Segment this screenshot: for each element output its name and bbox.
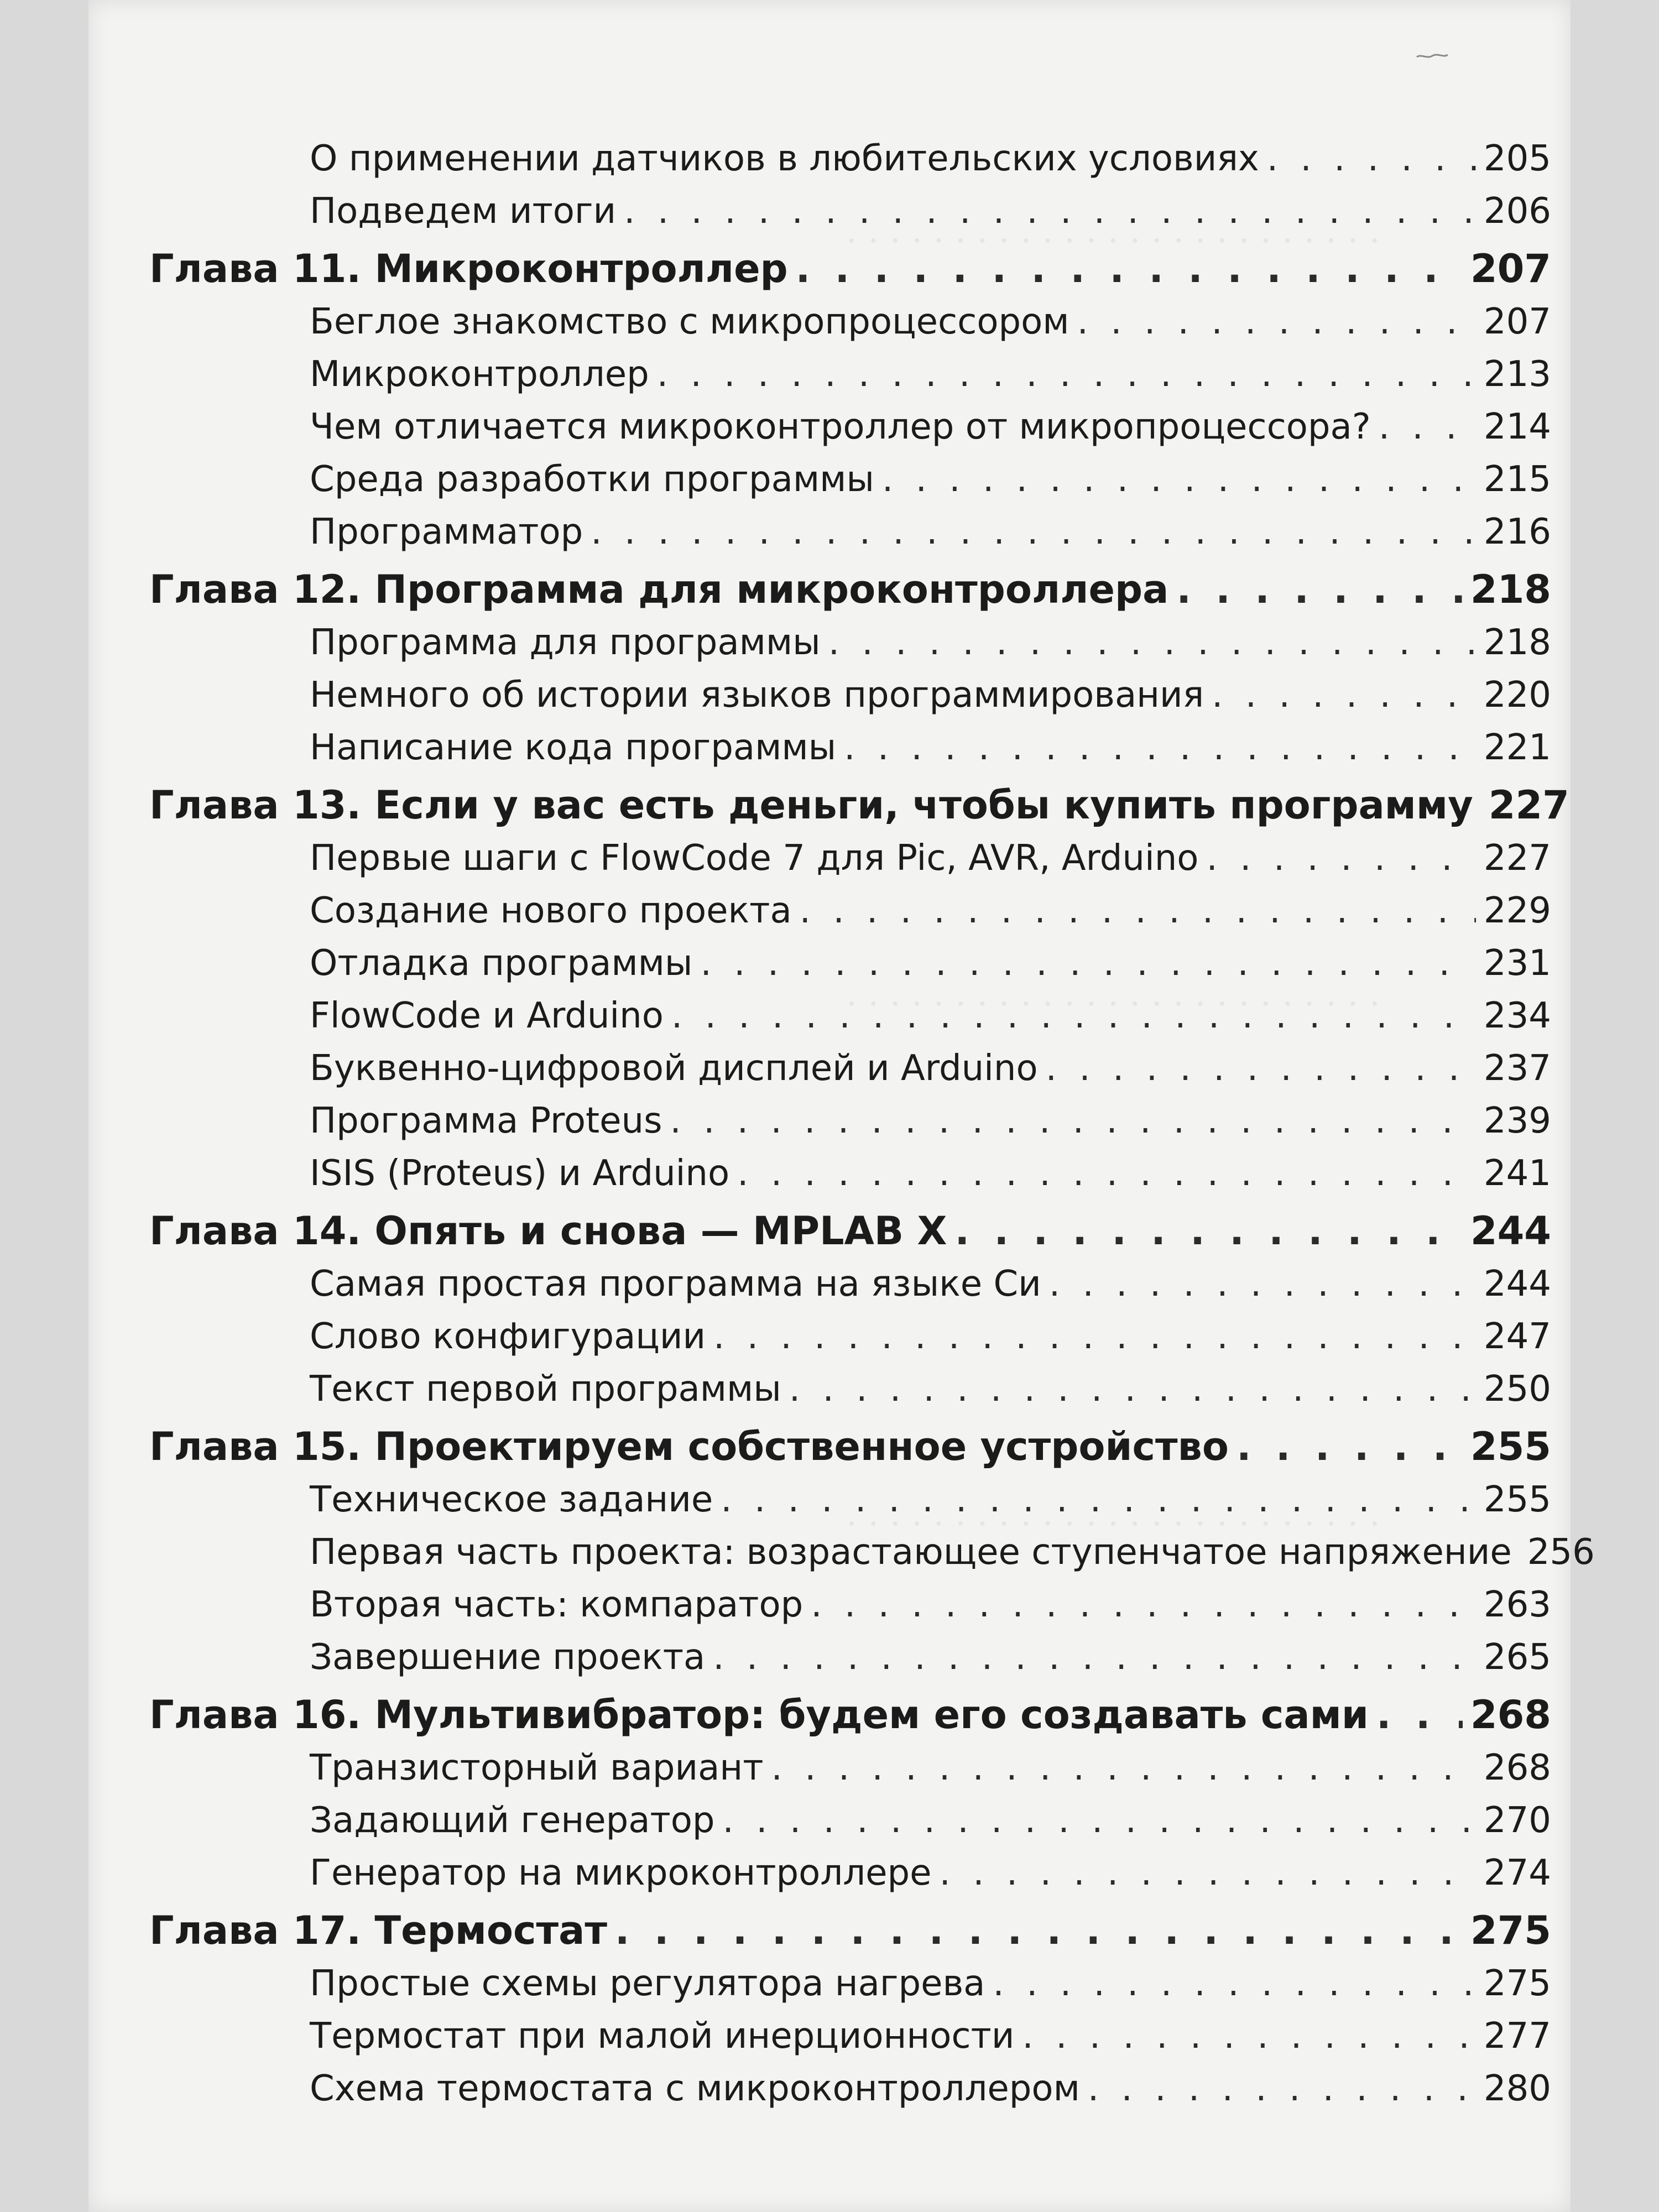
page-number: 237 xyxy=(1483,1048,1551,1089)
entry-title: Программа Proteus xyxy=(310,1100,662,1141)
toc-entry xyxy=(149,2063,1551,2115)
toc-entry xyxy=(149,722,1551,774)
dot-leader xyxy=(993,1958,1475,2010)
entry-title: Транзисторный вариант xyxy=(310,1747,764,1788)
bleed-through-text: . . . . . . . . . . . . . . . . . . . . . . . . . xyxy=(846,1493,1380,1533)
chapter-title: Глава 14. Опять и снова — MPLAB X xyxy=(149,1208,947,1254)
page-number: 231 xyxy=(1483,943,1551,984)
chapter-heading xyxy=(149,1688,1551,1742)
page-number: 256 xyxy=(1527,1532,1595,1573)
entry-title: Первая часть проекта: возрастающее ступенчатое напряжение xyxy=(310,1532,1512,1573)
entry-title: Вторая часть: компаратор xyxy=(310,1584,804,1625)
chapter-title: Глава 16. Мультивибратор: будем его создавать сами xyxy=(149,1692,1369,1738)
dot-leader xyxy=(737,1147,1476,1200)
entry-title: Немного об истории языков программирования xyxy=(310,675,1204,716)
entry-title: Программа для программы xyxy=(310,622,821,663)
chapter-title: Глава 17. Термостат xyxy=(149,1908,607,1953)
page-number: 218 xyxy=(1483,622,1551,663)
entry-title: О применении датчиков в любительских условиях xyxy=(310,138,1259,179)
page-number: 207 xyxy=(1483,301,1551,342)
toc-entry xyxy=(149,1474,1551,1526)
page-number: 207 xyxy=(1470,246,1551,291)
table-of-contents xyxy=(149,133,1595,2115)
page-number: 268 xyxy=(1470,1692,1551,1738)
toc-entry xyxy=(149,1742,1551,1794)
page-number: 270 xyxy=(1483,1800,1551,1841)
dot-leader xyxy=(1376,1688,1463,1742)
toc-entry xyxy=(149,133,1551,185)
toc-entry xyxy=(149,990,1551,1042)
page-number: 216 xyxy=(1483,512,1551,552)
toc-entry xyxy=(149,2010,1551,2063)
toc-entry xyxy=(149,937,1551,990)
page-number: 241 xyxy=(1483,1153,1551,1194)
dot-leader xyxy=(844,722,1476,774)
page-number: 268 xyxy=(1483,1747,1551,1788)
page-number: 255 xyxy=(1470,1424,1551,1469)
dot-leader xyxy=(955,1204,1463,1258)
page-number: 205 xyxy=(1483,138,1551,179)
toc-entry xyxy=(149,348,1551,401)
dot-leader xyxy=(713,1631,1476,1684)
entry-title: Среда разработки программы xyxy=(310,459,874,500)
dot-leader xyxy=(1077,296,1476,348)
entry-title: Термостат при малой инерционности xyxy=(310,2016,1015,2057)
dot-leader xyxy=(882,453,1476,506)
page-number: 247 xyxy=(1483,1316,1551,1357)
dot-leader xyxy=(811,1579,1476,1631)
page-number: 250 xyxy=(1483,1369,1551,1410)
dot-leader xyxy=(800,885,1476,937)
dot-leader xyxy=(1176,563,1463,617)
bleed-through-text: . . . . . . . . . . . . . . . . . . . . . . . . . xyxy=(846,210,1380,251)
entry-title: Программатор xyxy=(310,512,583,552)
entry-title: Подведем итоги xyxy=(310,191,617,232)
entry-title: Схема термостата с микроконтроллером xyxy=(310,2068,1080,2109)
dot-leader xyxy=(670,1095,1475,1147)
toc-entry xyxy=(149,885,1551,937)
toc-entry xyxy=(149,1847,1551,1900)
toc-entry xyxy=(149,1363,1551,1416)
page-number: 275 xyxy=(1470,1908,1551,1953)
entry-title: Слово конфигурации xyxy=(310,1316,706,1357)
chapter-heading xyxy=(149,1904,1551,1958)
entry-title: FlowCode и Arduino xyxy=(310,995,664,1036)
toc-entry xyxy=(149,1095,1551,1147)
page-number: 277 xyxy=(1483,2016,1551,2057)
page-number: 213 xyxy=(1483,354,1551,395)
ink-speck xyxy=(1416,53,1449,60)
page-number: 218 xyxy=(1470,567,1551,612)
dot-leader xyxy=(789,1363,1476,1416)
toc-entry xyxy=(149,1258,1551,1311)
page-number: 227 xyxy=(1483,838,1551,879)
toc-entry xyxy=(149,832,1551,885)
chapter-heading xyxy=(149,1204,1551,1258)
page-number: 244 xyxy=(1483,1264,1551,1305)
page-number: 265 xyxy=(1483,1637,1551,1678)
dot-leader xyxy=(721,1474,1476,1526)
toc-entry xyxy=(149,1794,1551,1847)
dot-leader xyxy=(723,1794,1476,1847)
page-number: 280 xyxy=(1483,2068,1551,2109)
entry-title: Беглое знакомство с микропроцессором xyxy=(310,301,1070,342)
toc-entry xyxy=(149,1579,1551,1631)
bleed-through-text: . . . . . . . . . . . . . . . . . . . . . . . . . xyxy=(846,973,1380,1014)
chapter-heading xyxy=(149,563,1551,617)
toc-entry xyxy=(149,506,1551,559)
toc-entry xyxy=(149,1042,1551,1095)
dot-leader xyxy=(796,242,1463,296)
entry-title: Создание нового проекта xyxy=(310,890,792,931)
entry-title: Буквенно-цифровой дисплей и Arduino xyxy=(310,1048,1038,1089)
toc-entry xyxy=(149,1958,1551,2010)
chapter-title: Глава 12. Программа для микроконтроллера xyxy=(149,567,1169,612)
entry-title: Отладка программы xyxy=(310,943,693,984)
page-number: 206 xyxy=(1483,191,1551,232)
page-number: 221 xyxy=(1483,727,1551,768)
toc-entry xyxy=(149,1311,1551,1363)
page-number: 239 xyxy=(1483,1100,1551,1141)
page-number: 274 xyxy=(1483,1853,1551,1893)
chapter-heading xyxy=(149,779,1569,832)
page-number: 263 xyxy=(1483,1584,1551,1625)
chapter-title: Глава 13. Если у вас есть деньги, чтобы купить программу xyxy=(149,782,1473,828)
toc-entry xyxy=(149,296,1551,348)
toc-entry xyxy=(149,453,1551,506)
entry-title: Первые шаги с FlowCode 7 для Pic, AVR, Arduino xyxy=(310,838,1199,879)
dot-leader xyxy=(1212,669,1476,722)
dot-leader xyxy=(1379,401,1476,453)
page-number: 214 xyxy=(1483,406,1551,447)
entry-title: Текст первой программы xyxy=(310,1369,781,1410)
entry-title: Задающий генератор xyxy=(310,1800,715,1841)
dot-leader xyxy=(1237,1420,1463,1474)
dot-leader xyxy=(591,506,1476,559)
chapter-heading xyxy=(149,242,1551,296)
page-number: 215 xyxy=(1483,459,1551,500)
page-number: 234 xyxy=(1483,995,1551,1036)
page-number: 255 xyxy=(1483,1479,1551,1520)
dot-leader xyxy=(1049,1258,1476,1311)
entry-title: Чем отличается микроконтроллер от микропроцессора? xyxy=(310,406,1371,447)
dot-leader xyxy=(657,348,1476,401)
chapter-heading xyxy=(149,1420,1551,1474)
entry-title: Самая простая программа на языке Си xyxy=(310,1264,1041,1305)
dot-leader xyxy=(1206,832,1475,885)
toc-entry xyxy=(149,669,1551,722)
chapter-title: Глава 15. Проектируем собственное устройство xyxy=(149,1424,1229,1469)
dot-leader xyxy=(624,185,1476,238)
page-number: 275 xyxy=(1483,1963,1551,2004)
dot-leader xyxy=(700,937,1475,990)
dot-leader xyxy=(615,1904,1463,1958)
dot-leader xyxy=(940,1847,1476,1900)
dot-leader xyxy=(1022,2010,1475,2063)
page-number: 244 xyxy=(1470,1208,1551,1254)
toc-entry xyxy=(149,185,1551,238)
page-number: 229 xyxy=(1483,890,1551,931)
entry-title: Простые схемы регулятора нагрева xyxy=(310,1963,985,2004)
dot-leader xyxy=(1046,1042,1476,1095)
page-number: 220 xyxy=(1483,675,1551,716)
entry-title: Генератор на микроконтроллере xyxy=(310,1853,932,1893)
dot-leader xyxy=(1088,2063,1476,2115)
toc-entry xyxy=(149,617,1551,669)
toc-entry xyxy=(149,1631,1551,1684)
entry-title: Микроконтроллер xyxy=(310,354,649,395)
dot-leader xyxy=(671,990,1476,1042)
dot-leader xyxy=(713,1311,1476,1363)
book-page xyxy=(88,0,1595,2212)
toc-entry xyxy=(149,401,1551,453)
dot-leader xyxy=(771,1742,1475,1794)
dot-leader xyxy=(1267,133,1476,185)
entry-title: Техническое задание xyxy=(310,1479,713,1520)
page-number: 227 xyxy=(1488,782,1569,828)
toc-entry xyxy=(149,1147,1551,1200)
entry-title: Написание кода программы xyxy=(310,727,837,768)
dot-leader xyxy=(828,617,1476,669)
chapter-title: Глава 11. Микроконтроллер xyxy=(149,246,788,291)
entry-title: Завершение проекта xyxy=(310,1637,706,1678)
entry-title: ISIS (Proteus) и Arduino xyxy=(310,1153,730,1194)
toc-entry xyxy=(149,1526,1595,1579)
